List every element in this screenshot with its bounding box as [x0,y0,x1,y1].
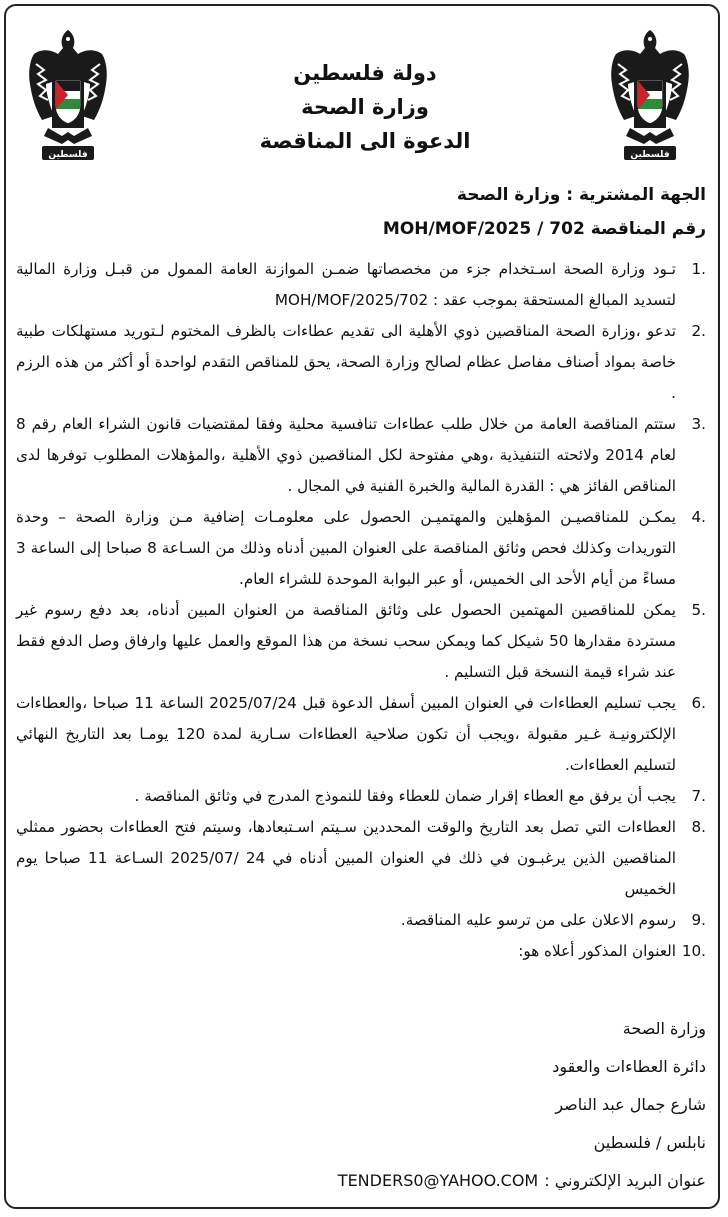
address-block [338,1010,706,1200]
clause-2 [16,316,706,409]
clause-7 [16,781,706,812]
emblem-caption: فلسطين [48,150,88,160]
clause-text: ستتم المناقصة العامة من خلال طلب عطاءات تنافسية محلية وفقا لمقتضيات قانون الشراء العام رقم 8 لعام 2014 ولائحته التنفيذية ،وهي مفتوحة لكل المناقصين ذوي الأهلية ،والمؤهلات المطلوب توفرها لدى المناقص الفائز هي : القدرة المالية والخبرة الفنية في المجال . [16,415,676,495]
email-line [338,1162,706,1200]
palestine-eagle-emblem-left [22,24,114,174]
clause-text: تـود وزارة الصحة اسـتخدام جزء من مخصصاتها ضمـن الموازنة العامة الممول من قبـل وزارة المالية لتسديد المبالغ المستحقة بموجب عقد : MOH/MOF/2025/702 [16,260,676,309]
clause-text: رسوم الاعلان على من ترسو عليه المناقصة. [400,911,676,929]
clause-8 [16,812,706,905]
clause-number: .4 [691,508,706,526]
clause-6 [16,688,706,781]
clause-9 [16,905,706,936]
clause-text: يمكن للمناقصين المهتمين الحصول على وثائق المناقصة من العنوان المبين أدناه، بعد دفع رسوم غير مستردة مقدارها 50 شيكل كما ويمكن سحب نسخة من هذا الموقع والعمل عليها وارفاق وصل الدفع فقط عند شراء قيمة النسخة قبل التسليم . [16,601,676,681]
clause-1 [16,254,706,316]
header-titles [200,56,530,158]
clause-text: العنوان المذكور أعلاه هو: [518,942,676,960]
clause-4 [16,502,706,595]
buyer-line: الجهة المشترية : وزارة الصحة [456,185,706,205]
clause-text: تدعو ،وزارة الصحة المناقصين ذوي الأهلية الى تقديم عطاءات بالظرف المختوم لـتوريد مستهلكات طبية خاصة بمواد أصناف مفاصل عظام لصالح وزارة الصحة، يحق للمناقص التقدم لواحدة أو أكثر من هذه الرزم . [16,322,676,402]
tender-reference: رقم المناقصة 702 / MOH/MOF/2025 [382,219,706,239]
clause-number: .2 [691,322,706,340]
address-street: شارع جمال عبد الناصر [555,1095,706,1114]
clause-3 [16,409,706,502]
clause-10 [16,936,706,967]
shield-flag-icon [637,80,663,124]
clause-text: يمكـن للمناقصيـن المؤهلين والمهتميـن الحصول على معلومـات إضافية مـن وزارة الصحة – وحدة التوريدات وكذلك فحص وثائق المناقصة على العنوان المبين أدناه وذلك من السـاعة 8 صباحا إلى الساعة 3 مساءً من أيام الأحد الى الخميس، أو عبر البوابة الموحدة للشراء العام. [16,508,676,588]
clauses-list [16,254,706,967]
state-name: دولة فلسطين [293,61,437,85]
address-ministry: وزارة الصحة [622,1019,706,1038]
clause-number: .5 [691,601,706,619]
ministry-name: وزارة الصحة [301,95,429,119]
shield-flag-icon [55,80,81,124]
address-city: نابلس / فلسطين [593,1133,706,1152]
palestine-eagle-emblem-right [604,24,696,174]
clause-number: .6 [691,694,706,712]
tender-invitation-title: الدعوة الى المناقصة [259,129,471,153]
clause-text: يجب تسليم العطاءات في العنوان المبين أسفل الدعوة قبل 2025/07/24 الساعة 11 صباحا ،والعطاءات الإلكترونيـة غـير مقبولة ،ويجب أن تكون صلاحية العطاءات سـارية لمدة 120 يومـا بعد التاريخ النهائي لتسليم العطاءات. [16,694,676,774]
emblem-caption: فلسطين [630,150,670,160]
address-department: دائرة العطاءات والعقود [552,1057,706,1076]
clause-number: .10 [681,942,706,960]
clause-number: .7 [691,787,706,805]
clause-number: .1 [691,260,706,278]
email-label: عنوان البريد الإلكتروني : [544,1171,706,1190]
clause-text: يجب أن يرفق مع العطاء إقرار ضمان للعطاء وفقا للنموذج المدرج في وثائق المناقصة . [134,787,676,805]
email-address[interactable]: TENDERS0@YAHOO.COM [337,1171,539,1190]
clause-number: .9 [691,911,706,929]
clause-number: .3 [691,415,706,433]
clause-text: العطاءات التي تصل بعد التاريخ والوقت المحددين سـيتم اسـتبعادها، وسيتم فتح العطاءات بحضور ممثلي المناقصين الذين يرغبـون في ذلك في العنوان المبين أدناه في 24 /2025/07 السـاعة 11 صباحا يوم الخميس [16,818,676,898]
clause-5 [16,595,706,688]
tender-meta [383,178,706,246]
clause-number: .8 [691,818,706,836]
